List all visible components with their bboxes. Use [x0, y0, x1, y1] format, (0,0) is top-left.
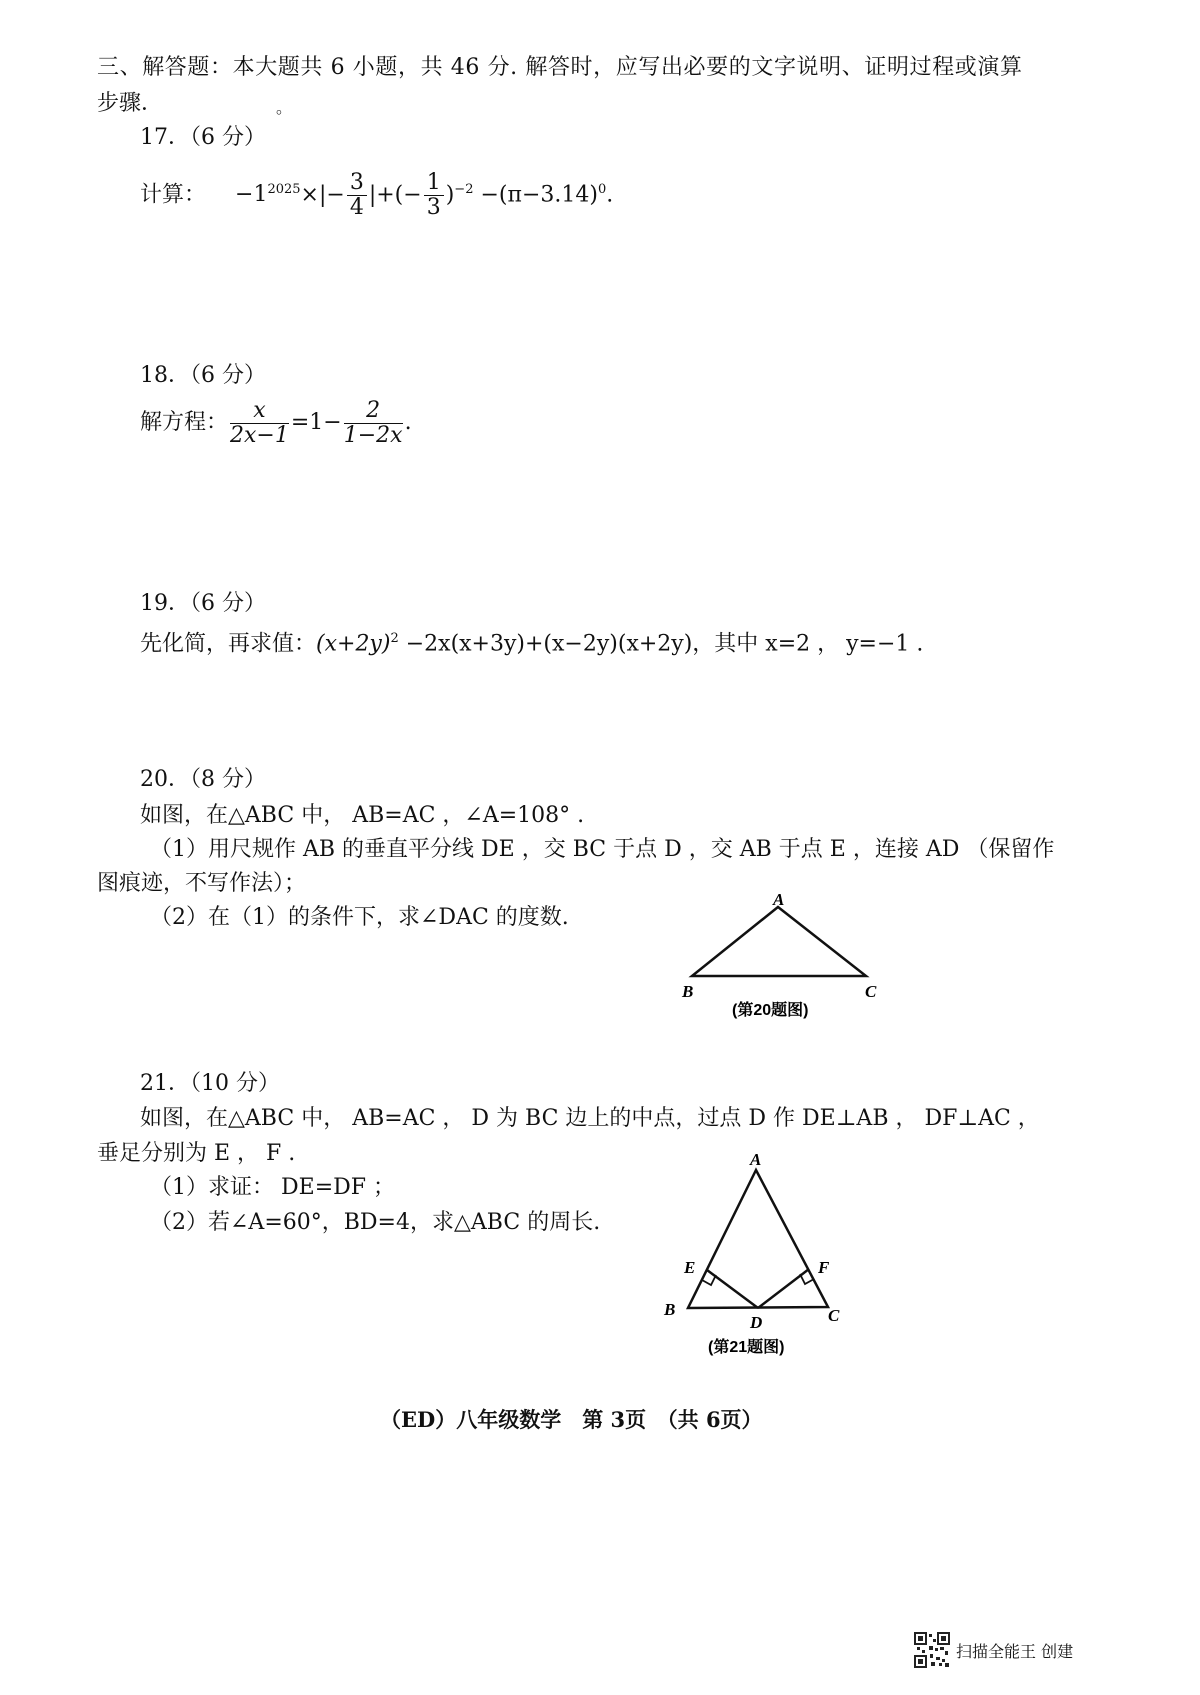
q21-intro-line2: 垂足分别为 E ， F . — [97, 1141, 296, 1166]
q21-intro-line1: 如图，在△ABC 中， AB=AC ， D 为 BC 边上的中点，过点 D 作 DE⊥AB ， DF⊥AC ， — [140, 1106, 1040, 1131]
q21-label-e: E — [684, 1258, 696, 1277]
q17-prefix: 计算： — [140, 182, 207, 208]
page-footer: （ED）八年级数学 第 3页 （共 6页） — [380, 1407, 763, 1432]
q20-figure — [670, 885, 910, 1025]
stray-mark: 。 — [276, 98, 293, 117]
q17-f2-num: 1 — [424, 171, 444, 196]
q17-fraction2 — [424, 171, 444, 220]
q18-fraction2 — [344, 399, 403, 448]
section-header-line2: 步骤． — [97, 91, 164, 116]
q17-term5: −(π−3.14) — [473, 182, 598, 208]
q18-f1-num: x — [230, 399, 289, 424]
q18-f2-num: 2 — [344, 399, 403, 424]
q18-expression — [140, 393, 412, 453]
q19-prefix: 先化简，再求值： — [140, 631, 317, 657]
q20-part2: （2）在（1）的条件下，求∠DAC 的度数. — [150, 905, 569, 930]
q19-expression — [140, 623, 923, 660]
q21-part2: （2）若∠A=60°，BD=4，求△ABC 的周长. — [150, 1210, 601, 1235]
q20-triangle — [692, 907, 866, 976]
q20-label-c: C — [865, 982, 877, 1001]
q19-e1: (x+2y) — [316, 631, 391, 657]
q17-exp1: 2025 — [267, 182, 301, 197]
q17-f1-den: 4 — [349, 194, 364, 220]
q21-label-c: C — [828, 1306, 840, 1325]
camscanner-label: 扫描全能王 创建 — [956, 1641, 1074, 1661]
q21-number: 21．（10 分） — [140, 1071, 280, 1096]
q21-caption: (第21题图) — [708, 1339, 785, 1356]
q19-number: 19．（6 分） — [140, 591, 266, 616]
q17-f2-den: 3 — [426, 194, 441, 220]
q17-expression — [140, 160, 613, 225]
q17-term4: ) — [445, 182, 455, 208]
q17-exp3: 0 — [597, 182, 607, 197]
q21-triangle — [688, 1170, 828, 1308]
q17-term2: ×|− — [300, 182, 345, 208]
q19-exp: 2 — [390, 631, 399, 646]
q18-number: 18．（6 分） — [140, 363, 266, 388]
q21-label-b: B — [664, 1300, 676, 1319]
q17-number: 17．（6 分） — [140, 125, 266, 150]
q17-fraction1 — [347, 171, 367, 220]
q20-part1-line1: （1）用尺规作 AB 的垂直平分线 DE ，交 BC 于点 D ，交 AB 于点 E ，连接 AD （保留作 — [150, 837, 1055, 862]
camscanner-watermark — [914, 1632, 1073, 1668]
q21-label-f: F — [818, 1258, 830, 1277]
q17-exp2: −2 — [454, 182, 474, 197]
q18-end: . — [404, 410, 412, 435]
q20-number: 20．（8 分） — [140, 767, 266, 792]
q21-label-d: D — [750, 1313, 763, 1332]
q17-term6: . — [606, 182, 614, 208]
q18-fraction1 — [230, 399, 289, 448]
q21-figure — [650, 1145, 870, 1360]
q20-part1-line2: 图痕迹，不写作法）； — [97, 871, 307, 896]
q20-label-b: B — [682, 982, 694, 1001]
q18-f1-den: 2x−1 — [230, 422, 289, 448]
q21-label-a: A — [750, 1150, 762, 1169]
q18-prefix: 解方程： — [140, 410, 229, 435]
section-header-line1: 三、解答题：本大题共 6 小题，共 46 分. 解答时，应写出必要的文字说明、证明过程或演算 — [97, 55, 1023, 80]
q17-term3: |+(− — [368, 182, 422, 208]
q19-e2: −2x(x+3y)+(x−2y)(x+2y)，其中 x=2 ， y=−1 . — [398, 631, 924, 657]
q20-intro: 如图，在△ABC 中， AB=AC ，∠A=108° . — [140, 803, 585, 828]
q20-label-a: A — [773, 890, 785, 909]
q17-f1-num: 3 — [347, 171, 367, 196]
qr-code-icon — [914, 1632, 950, 1668]
q17-term1: −1 — [235, 182, 268, 208]
q18-mid: =1− — [290, 410, 342, 435]
q21-part1: （1）求证： DE=DF ； — [150, 1175, 396, 1200]
q20-caption: (第20题图) — [732, 1002, 809, 1019]
q18-f2-den: 1−2x — [343, 422, 403, 448]
